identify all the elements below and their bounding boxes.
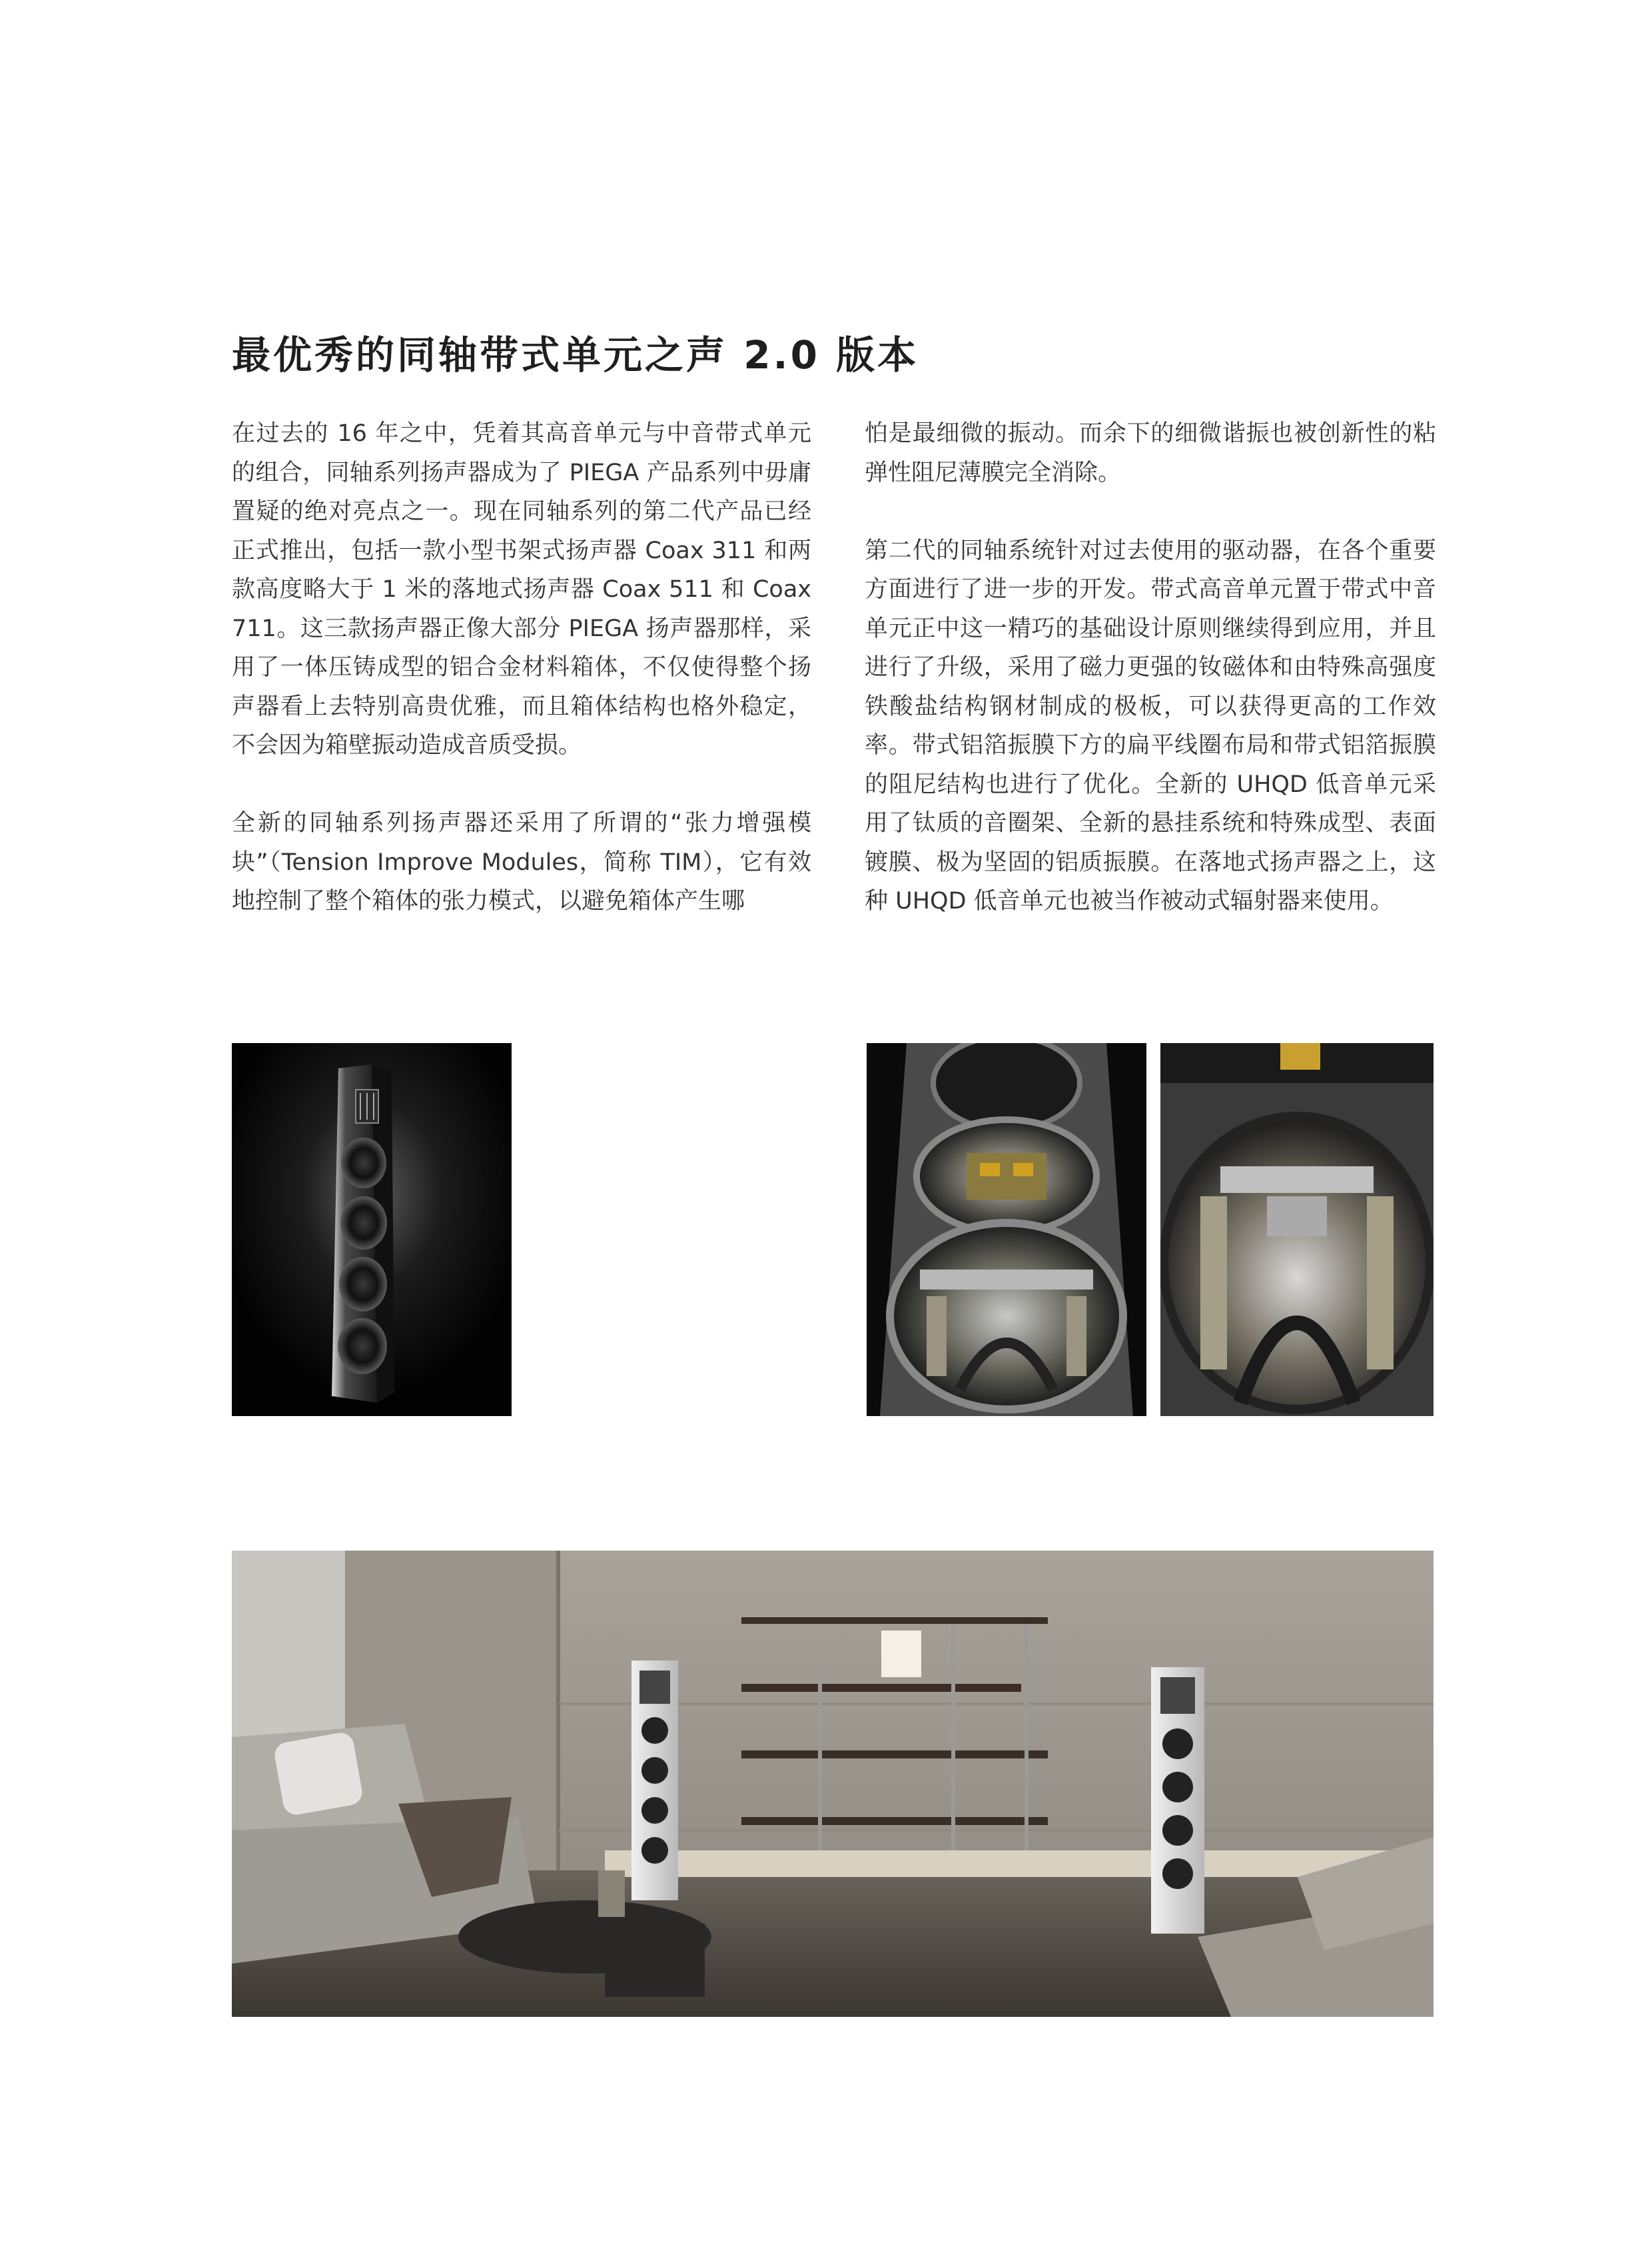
paragraph: 第二代的同轴系统针对过去使用的驱动器，在各个重要方面进行了进一步的开发。带式高音单元置于带式中音单元正中这一精巧的基础设计原则继续得到应用，并且进行了升级，采用了磁力更强的钕磁体和由特殊高强度铁酸盐结构钢材制成的极板，可以获得更高的工作效率。带式铝箔振膜下方的扁平线圈布局和带式铝箔振膜的阻尼结构也进行了优化。全新的 UHQD 低音单元采用了钛质的音圈架、全新的悬挂系统和特殊成型、表面镀膜、极为坚固的铝质振膜。在落地式扬声器之上，这种 UHQD 低音单元也被当作被动式辐射器来使用。 — [865, 537, 1436, 915]
paragraph: 在过去的 16 年之中，凭着其高音单元与中音带式单元的组合，同轴系列扬声器成为了 PIEGA 产品系列中毋庸置疑的绝对亮点之一。现在同轴系列的第二代产品已经正式推出，包括一款小型书架式扬声器 Coax 311 和两款高度略大于 1 米的落地式扬声器 Coax 511 和 Coax 711。这三款扬声器正像大部分 PIEGA 扬声器那样，采用了一体压铸成型的铝合金材料箱体，不仅使得整个扬声器看上去特别高贵优雅，而且箱体结构也格外稳定，不会因为箱壁振动造成音质受损。 — [232, 420, 811, 759]
text-column-left — [232, 414, 811, 960]
paragraph: 怕是最细微的振动。而余下的细微谐振也被创新性的粘弹性阻尼薄膜完全消除。 — [865, 420, 1436, 486]
paragraph: 全新的同轴系列扬声器还采用了所谓的“张力增强模块”（Tension Improve Modules，简称 TIM），它有效地控制了整个箱体的张力模式，以避免箱体产生哪 — [232, 810, 811, 915]
page-title: 最优秀的同轴带式单元之声 2.0 版本 — [232, 332, 919, 378]
floorstanding-speaker-photo — [232, 1043, 512, 1416]
speaker-interior-photo — [867, 1043, 1146, 1416]
speaker-interior-closeup-photo — [1160, 1043, 1434, 1416]
text-column-right — [865, 414, 1436, 960]
living-room-photo — [232, 1551, 1434, 2017]
